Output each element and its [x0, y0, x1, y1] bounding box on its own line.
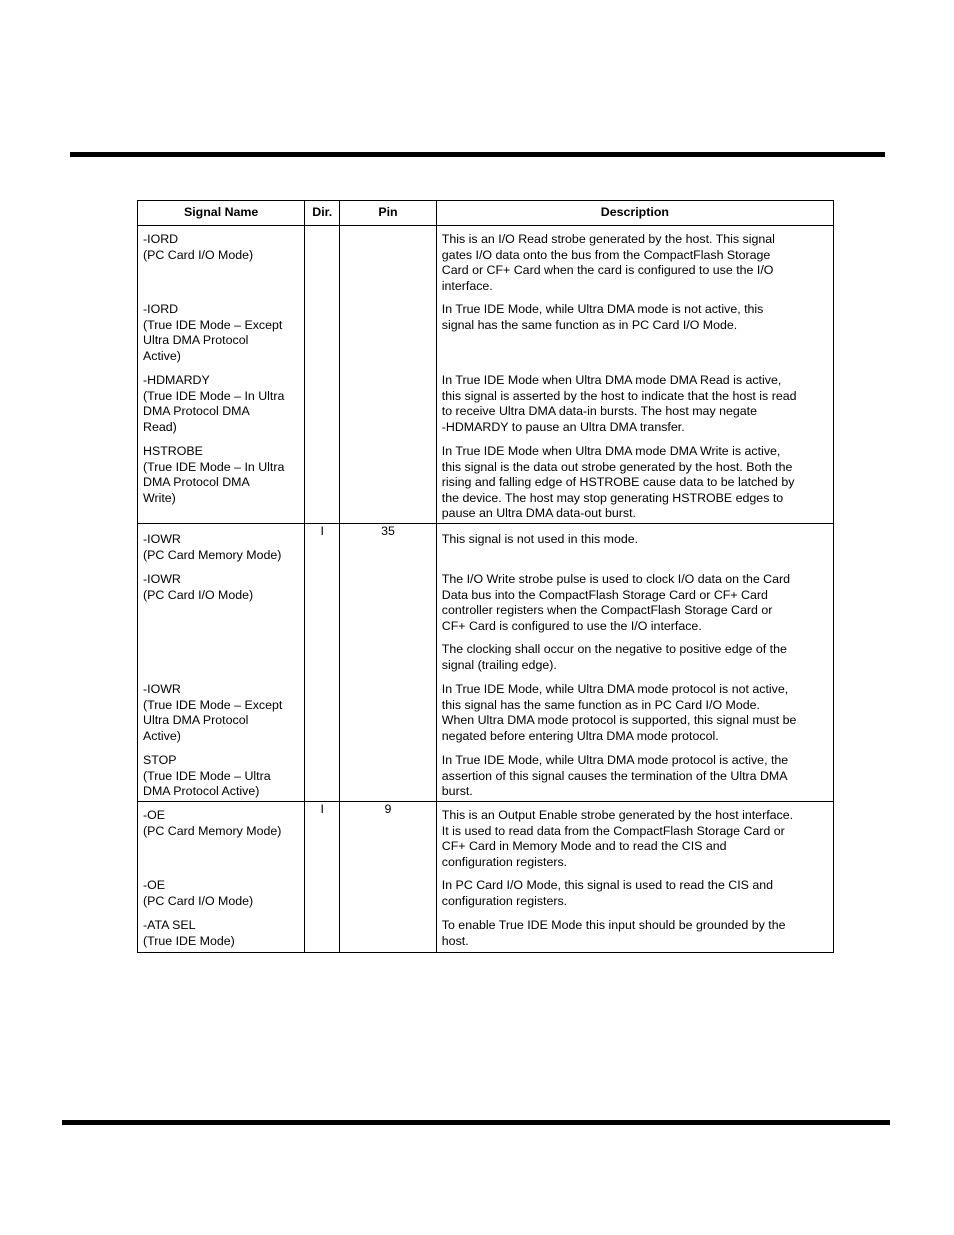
signal-name-line: -IORD	[143, 232, 179, 246]
footer-rule	[62, 1120, 890, 1125]
signal-name-line: Read)	[143, 419, 177, 434]
signal-name-line: DMA Protocol Active)	[143, 784, 260, 798]
signal-name	[143, 572, 300, 603]
header-dir: Dir.	[305, 201, 340, 226]
signal-name-line: Active)	[143, 348, 181, 363]
description-line: assertion of this signal causes the termination of the Ultra DMA	[441, 768, 788, 783]
signal-name-line: (True IDE Mode – In Ultra	[143, 459, 285, 474]
signal-description	[442, 682, 829, 744]
signal-name-cell	[138, 226, 305, 524]
description-line: In True IDE Mode when Ultra DMA mode DMA Write is active,	[441, 444, 781, 458]
signal-description	[442, 232, 829, 294]
signal-name-line: -ATA SEL	[143, 918, 196, 932]
signal-name-line: HSTROBE	[143, 444, 203, 458]
signal-name	[143, 808, 300, 839]
signal-name-line: (PC Card I/O Mode)	[143, 893, 254, 908]
description-line: burst.	[441, 784, 473, 798]
description-line: signal has the same function as in PC Card I/O Mode.	[441, 317, 738, 332]
pin-cell	[340, 226, 437, 524]
pin-value: 9	[384, 802, 392, 816]
signal-name-line: (True IDE Mode – Except	[143, 697, 283, 712]
signal-description	[442, 444, 829, 522]
description-line: This is an Output Enable strobe generated by the host interface.	[441, 808, 794, 822]
dir-cell	[305, 226, 340, 524]
signal-name	[143, 682, 300, 744]
signal-name-line: STOP	[143, 753, 177, 767]
table-row	[138, 524, 834, 802]
signal-description	[442, 532, 829, 548]
description-line: Card or CF+ Card when the card is configured to use the I/O	[441, 263, 774, 277]
description-line: to receive Ultra DMA data-in bursts. The host may negate	[441, 404, 757, 418]
signal-name-line: DMA Protocol DMA	[143, 475, 250, 489]
table-header-row	[138, 201, 834, 226]
signal-description	[442, 918, 829, 949]
description-line: controller registers when the CompactFlash Storage Card or	[441, 603, 773, 617]
signal-name-line: Write)	[143, 490, 176, 505]
signal-name-line: DMA Protocol DMA	[143, 404, 250, 418]
header-signal-name: Signal Name	[138, 201, 305, 226]
description-line: In True IDE Mode, while Ultra DMA mode protocol is not active,	[441, 682, 789, 696]
description-line: In True IDE Mode when Ultra DMA mode DMA Read is active,	[441, 373, 782, 387]
pin-cell	[340, 524, 437, 802]
description-line: negated before entering Ultra DMA mode protocol.	[441, 728, 719, 743]
signal-name-line: (True IDE Mode – Except	[143, 317, 283, 332]
signal-name-line: -IOWR	[143, 532, 181, 546]
header-pin: Pin	[340, 201, 437, 226]
signal-name	[143, 444, 300, 506]
header-description: Description	[436, 201, 833, 226]
signal-name	[143, 232, 300, 263]
pin-value: 35	[381, 524, 395, 538]
description-line: signal (trailing edge).	[441, 657, 557, 672]
signal-name-line: Ultra DMA Protocol	[143, 333, 249, 347]
signal-name-cell	[138, 802, 305, 953]
signal-name	[143, 373, 300, 435]
description-line: this signal is the data out strobe generated by the host. Both the	[441, 459, 793, 474]
description-line: Data bus into the CompactFlash Storage Card or CF+ Card	[441, 587, 768, 602]
description-cell	[436, 802, 833, 953]
signal-name	[143, 753, 300, 800]
description-line: This signal is not used in this mode.	[441, 532, 639, 546]
signal-name-line: -OE	[143, 808, 166, 822]
description-line: pause an Ultra DMA data-out burst.	[441, 506, 637, 520]
description-line: the device. The host may stop generating HSTROBE edges to	[441, 490, 784, 505]
table-row	[138, 226, 834, 524]
signal-name-line: (True IDE Mode – Ultra	[143, 768, 271, 783]
signal-name-line: (PC Card I/O Mode)	[143, 247, 254, 262]
signal-name	[143, 918, 300, 949]
description-line: configuration registers.	[441, 854, 568, 869]
description-line: -HDMARDY to pause an Ultra DMA transfer.	[441, 419, 685, 434]
signal-description	[442, 373, 829, 435]
description-line: This is an I/O Read strobe generated by the host. This signal	[441, 232, 775, 246]
signal-description	[442, 642, 829, 673]
signal-name-line: (True IDE Mode)	[143, 933, 235, 948]
description-line: host.	[441, 933, 469, 948]
signal-description	[442, 808, 829, 870]
signal-name-line: -IOWR	[143, 682, 181, 696]
description-line: To enable True IDE Mode this input should be grounded by the	[441, 918, 786, 932]
dir-cell	[305, 802, 340, 953]
signal-name	[143, 878, 300, 909]
signal-name-line: -OE	[143, 878, 166, 892]
signal-name-cell	[138, 524, 305, 802]
description-line: gates I/O data onto the bus from the CompactFlash Storage	[441, 247, 771, 262]
description-line: rising and falling edge of HSTROBE cause data to be latched by	[441, 475, 795, 489]
description-cell	[436, 524, 833, 802]
description-line: In PC Card I/O Mode, this signal is used to read the CIS and	[441, 878, 774, 892]
dir-value: I	[320, 524, 324, 538]
signal-description	[442, 753, 829, 800]
description-line: CF+ Card in Memory Mode and to read the CIS and	[441, 839, 727, 853]
description-line: The I/O Write strobe pulse is used to clock I/O data on the Card	[441, 572, 791, 586]
signal-name-line: (PC Card Memory Mode)	[143, 823, 282, 838]
signal-name-line: -IOWR	[143, 572, 181, 586]
signal-name-line: Active)	[143, 728, 181, 743]
description-line: In True IDE Mode, while Ultra DMA mode protocol is active, the	[441, 753, 789, 767]
description-line: The clocking shall occur on the negative to positive edge of the	[441, 642, 787, 656]
pin-cell	[340, 802, 437, 953]
signal-description	[442, 878, 829, 909]
signal-name-line: (True IDE Mode – In Ultra	[143, 388, 285, 403]
signal-name	[143, 302, 300, 364]
description-line: In True IDE Mode, while Ultra DMA mode is not active, this	[441, 302, 764, 316]
description-line: It is used to read data from the CompactFlash Storage Card or	[441, 823, 785, 838]
signal-name-line: -HDMARDY	[143, 373, 210, 387]
description-line: configuration registers.	[441, 893, 568, 908]
signal-name-line: -IORD	[143, 302, 179, 316]
description-cell	[436, 226, 833, 524]
signal-name	[143, 532, 300, 563]
header-rule	[70, 152, 885, 157]
signal-table	[137, 200, 834, 953]
signal-description	[442, 572, 829, 634]
dir-cell	[305, 524, 340, 802]
signal-name-line: (PC Card Memory Mode)	[143, 547, 282, 562]
table-row	[138, 802, 834, 953]
description-line: CF+ Card is configured to use the I/O interface.	[441, 618, 702, 633]
signal-name-line: (PC Card I/O Mode)	[143, 587, 254, 602]
signal-description	[442, 302, 829, 333]
description-line: this signal has the same function as in PC Card I/O Mode.	[441, 697, 760, 712]
signal-name-line: Ultra DMA Protocol	[143, 713, 249, 727]
description-line: this signal is asserted by the host to indicate that the host is read	[441, 388, 797, 403]
dir-value: I	[320, 802, 324, 816]
description-line: interface.	[441, 278, 493, 293]
description-line: When Ultra DMA mode protocol is supported, this signal must be	[441, 713, 797, 727]
